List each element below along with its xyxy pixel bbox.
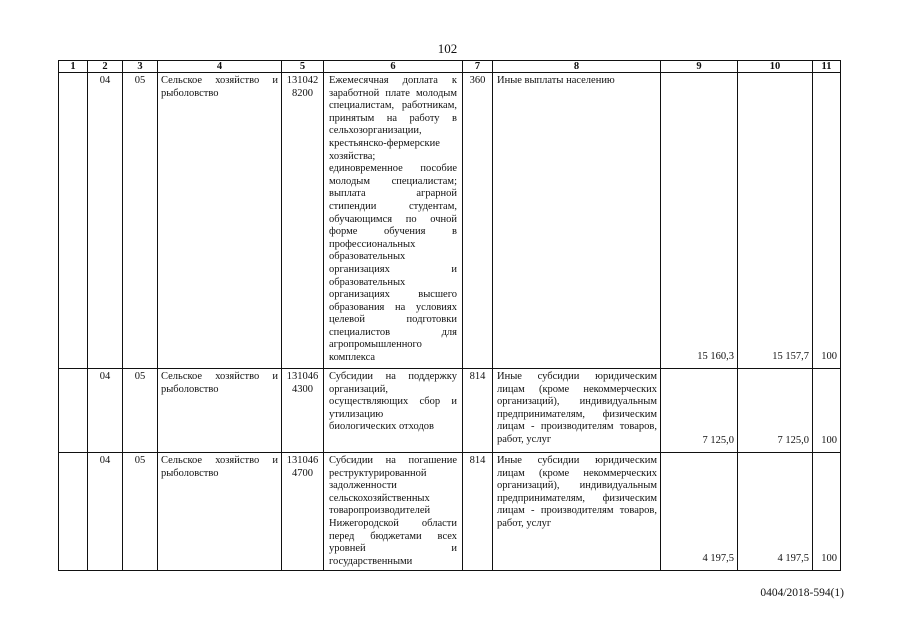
cell-col-3: 05 [123, 453, 158, 571]
text-line: Сельское хозяйство и [161, 455, 278, 466]
cell-col-5 [282, 453, 324, 571]
amount-value: 15 157,7 [772, 351, 809, 363]
text-line: крестьянско-фермерские [329, 137, 440, 149]
text-line: Ежемесячная доплата к [329, 75, 457, 86]
amount-value: 15 160,3 [697, 351, 734, 363]
cell-col-5 [282, 73, 324, 369]
header-cell: 3 [123, 61, 158, 73]
cell-col-10 [738, 73, 813, 369]
text-line: товаропроизводителей [329, 505, 431, 517]
cell-col-1 [59, 73, 88, 369]
header-cell: 11 [813, 61, 841, 73]
text-line: специалистам, работникам, [329, 100, 457, 112]
text-line: целевой подготовки [329, 314, 457, 326]
cell-col-7: 360 [463, 73, 493, 369]
percent-value: 100 [821, 435, 837, 447]
cell-col-1 [59, 369, 88, 453]
text-line: Сельское хозяйство и [161, 75, 278, 86]
text-line: молодым специалистам; [329, 175, 457, 187]
text-line: образовательных [329, 276, 406, 288]
text-line: Иные субсидии юридическим [497, 455, 657, 466]
header-cell: 5 [282, 61, 324, 73]
cell-col-10 [738, 453, 813, 571]
cell-col-2: 04 [88, 369, 123, 453]
cell-col-11 [813, 453, 841, 571]
cell-col-6 [324, 73, 463, 369]
text-line: 131046 [286, 455, 319, 466]
cell-col-8 [493, 369, 661, 453]
budget-table [58, 60, 841, 571]
percent-value: 100 [821, 351, 837, 363]
text-line: Иные выплаты населению [497, 75, 615, 86]
cell-col-8 [493, 453, 661, 571]
header-cell: 9 [661, 61, 738, 73]
page-number: 102 [437, 41, 458, 56]
cell-col-3: 05 [123, 73, 158, 369]
cell-col-4 [158, 369, 282, 453]
document-code: 0404/2018-594(1) [760, 587, 844, 599]
text-line: рыболовство [161, 383, 219, 395]
text-line: сельскохозяйственных [329, 492, 430, 504]
text-line: организаций), индивидуальным [497, 396, 657, 408]
text-line: 8200 [292, 87, 313, 99]
text-line: утилизацию [329, 408, 384, 420]
amount-value: 4 197,5 [777, 553, 809, 565]
text-line: выплата аграрной [329, 188, 457, 200]
text-line: работ, услуг [497, 517, 552, 529]
text-line: хозяйства; [329, 150, 376, 162]
text-line: 4700 [292, 467, 313, 479]
header-cell: 4 [158, 61, 282, 73]
text-line: единовременное пособие [329, 163, 457, 175]
amount-value: 7 125,0 [777, 435, 809, 447]
text-line: стипендии студентам, [329, 200, 457, 212]
text-line: комплекса [329, 352, 376, 364]
header-cell: 7 [463, 61, 493, 73]
text-line: организациях и [329, 263, 457, 275]
header-cell: 2 [88, 61, 123, 73]
amount-value: 4 197,5 [702, 553, 734, 565]
header-cell: 8 [493, 61, 661, 73]
cell-col-2: 04 [88, 73, 123, 369]
text-line: организаций, [329, 383, 388, 395]
text-line: организаций), индивидуальным [497, 480, 657, 492]
text-line: профессиональных [329, 238, 416, 250]
text-line: Иные субсидии юридическим [497, 371, 657, 382]
cell-col-6 [324, 369, 463, 453]
text-line: Субсидии на поддержку [329, 371, 457, 382]
text-line: форме обучения в [329, 226, 457, 238]
cell-col-10 [738, 369, 813, 453]
text-line: перед бюджетами всех [329, 530, 457, 542]
text-line: обучающимся по очной [329, 213, 457, 225]
cell-col-11 [813, 73, 841, 369]
text-line: Нижегородской области [329, 517, 457, 529]
text-line: специалистов для [329, 326, 457, 338]
text-line: Сельское хозяйство и [161, 371, 278, 382]
text-line: лицам - производителям товаров, [497, 421, 657, 433]
header-cell: 6 [324, 61, 463, 73]
text-line: лицам - производителям товаров, [497, 505, 657, 517]
cell-col-11 [813, 369, 841, 453]
cell-col-3: 05 [123, 369, 158, 453]
cell-col-5 [282, 369, 324, 453]
percent-value: 100 [821, 553, 837, 565]
cell-col-6 [324, 453, 463, 571]
text-line: организациях высшего [329, 289, 457, 301]
text-line: образовательных [329, 251, 406, 263]
text-line: осуществляющих сбор и [329, 396, 457, 408]
table-row [59, 369, 841, 453]
cell-col-7: 814 [463, 453, 493, 571]
cell-col-4 [158, 453, 282, 571]
text-line: предпринимателям, физическим [497, 408, 657, 420]
text-line: государственными [329, 555, 413, 567]
text-line: 131046 [286, 371, 319, 382]
text-line: задолженности [329, 480, 397, 492]
text-line: реструктурированной [329, 467, 427, 479]
text-line: рыболовство [161, 467, 219, 479]
cell-col-4 [158, 73, 282, 369]
text-line: лицам (кроме некоммерческих [497, 383, 657, 395]
text-line: уровней и [329, 543, 457, 555]
text-line: агропромышленного [329, 339, 422, 351]
text-line: лицам (кроме некоммерческих [497, 467, 657, 479]
text-line: заработной плате молодым [329, 87, 457, 99]
text-line: 131042 [286, 75, 319, 86]
cell-col-9 [661, 453, 738, 571]
text-line: принятым на работу в [329, 112, 457, 124]
text-line: работ, услуг [497, 433, 552, 445]
text-line: Субсидии на погашение [329, 455, 457, 466]
text-line: сельхозорганизации, [329, 125, 422, 137]
cell-col-7: 814 [463, 369, 493, 453]
header-cell: 10 [738, 61, 813, 73]
table-row [59, 453, 841, 571]
cell-col-9 [661, 369, 738, 453]
text-line: рыболовство [161, 87, 219, 99]
text-line: биологических отходов [329, 421, 434, 433]
text-line: предпринимателям, физическим [497, 492, 657, 504]
cell-col-2: 04 [88, 453, 123, 571]
amount-value: 7 125,0 [702, 435, 734, 447]
table-header-row [59, 61, 841, 73]
cell-col-8 [493, 73, 661, 369]
table-row [59, 73, 841, 369]
cell-col-9 [661, 73, 738, 369]
header-cell: 1 [59, 61, 88, 73]
cell-col-1 [59, 453, 88, 571]
text-line: образования на условиях [329, 301, 457, 313]
text-line: 4300 [292, 383, 313, 395]
